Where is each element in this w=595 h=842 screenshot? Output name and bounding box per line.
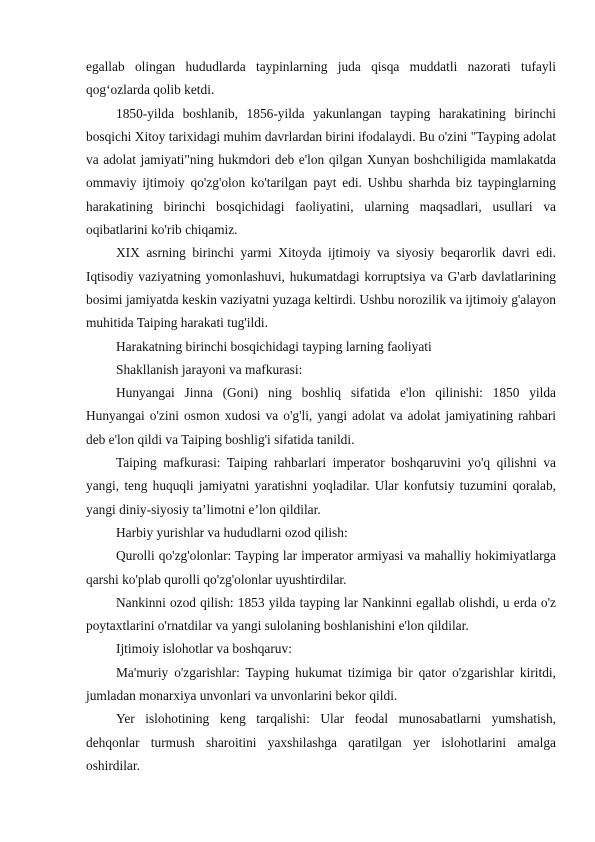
subheading-formation-ideology: Shakllanish jarayoni va mafkurasi: <box>116 361 303 377</box>
subheading-social-reforms: Ijtimoiy islohotlar va boshqaruv: <box>116 641 292 657</box>
paragraph-taiping-ideology: Taiping mafkurasi: Taiping rahbarlari imperator boshqaruvini yo'q qilishni va yangi, teng huquqli jamiyatni yaratishni yoqladilar. Ular konfutsiy tuzumini qoralab, yangi diniy-siyosiy ta’limotni e’lon qildilar. <box>86 455 556 517</box>
section-heading-first-stage-activity: Harakatning birinchi bosqichidagi tayping larning faoliyati <box>116 338 432 354</box>
paragraph-administrative-changes: Ma'muriy o'zgarishlar: Tayping hukumat tizimiga bir qator o'zgarishlar kiritdi, jumladan monarxiya unvonlari va unvonlarini bekor qildi. <box>86 664 556 704</box>
paragraph-armed-uprisings: Qurolli qo'zg'olonlar: Tayping lar imperator armiyasi va mahalliy hokimiyatlarga qarshi ko'plab qurolli qo'zg'olonlar uyushtirdilar. <box>86 548 556 587</box>
subheading-military-campaigns: Harbiy yurishlar va hududlarni ozod qilish: <box>116 524 348 540</box>
paragraph-nanjing-capture: Nankinni ozod qilish: 1853 yilda tayping lar Nankinni egallab olishdi, u erda o'z poytaxtlarini o'rnatdilar va yangi sulolaning boshlanishini e'lon qildilar. <box>86 594 556 634</box>
paragraph-19th-century-context: XIX asrning birinchi yarmi Xitoyda ijtimoiy va siyosiy beqarorlik davri edi. Iqtisodiy vaziyatning yomonlashuvi, hukumatdagi korruptsiya va G'arb davlatlarining bosimi jamiyatda keskin vaziyatni yuzaga keltirdi. Ushbu norozilik va ijtimoiy g'alayon muhitida Taiping harakati tug'ildi. <box>86 245 556 331</box>
paragraph-continuation: egallab olingan hududlarda taypinlarning juda qisqa muddatli nazorati tufayli qog‘ozlarda qolib ketdi. <box>86 59 556 98</box>
document-page <box>86 55 556 777</box>
paragraph-land-reform: Yer islohotining keng tarqalishi: Ular feodal munosabatlarni yumshatish, dehqonlar turmush sharoitini yaxshilashga qaratilgan yer islohotlarini amalga oshirdilar. <box>86 711 556 773</box>
paragraph-leader-proclamation: Hunyangai Jinna (Goni) ning boshliq sifatida e'lon qilinishi: 1850 yilda Hunyangai o'zini osmon xudosi va o'g'li, yangi adolat va adolat jamiyatining rahbari deb e'lon qildi va Taiping boshlig'i sifatida tanildi. <box>86 385 556 447</box>
paragraph-first-stage-intro: 1850-yilda boshlanib, 1856-yilda yakunlangan tayping harakatining birinchi bosqichi Xitoy tarixidagi muhim davrlardan birini ifodalaydi. Bu o'zini "Tayping adolat va adolat jamiyati"ning hukmdori deb e'lon qilgan Xunyan boshchiligida mamlakatda ommaviy ijtimoiy qo'zg'olon ko'tarilgan payt edi. Ushbu sharhda biz taypinglarning harakatining birinchi bosqichidagi faoliyatini, ularning maqsadlari, usullari va oqibatlarini ko'rib chiqamiz. <box>86 105 556 238</box>
